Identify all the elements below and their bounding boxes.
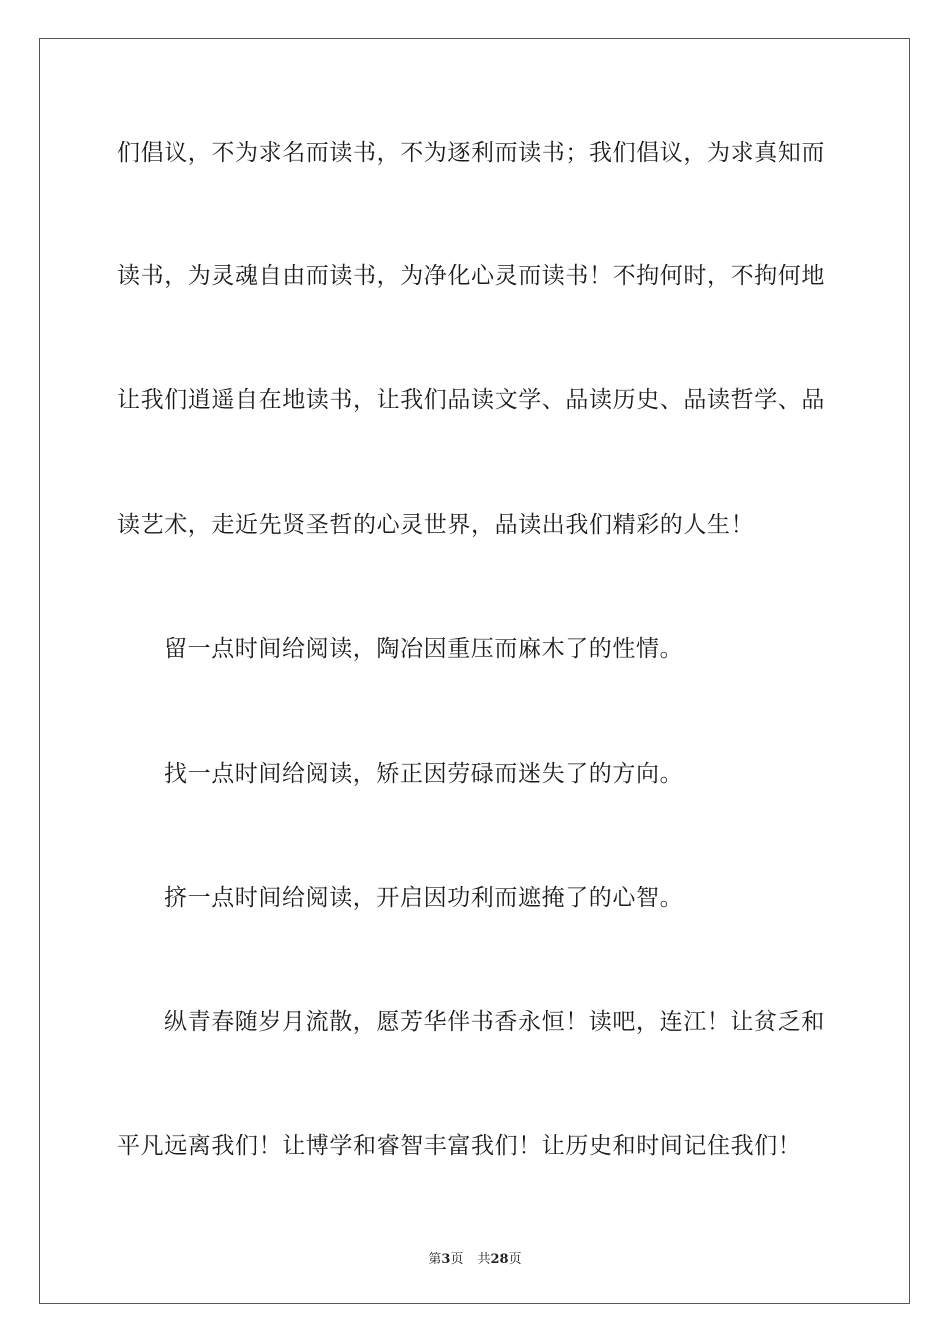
total-prefix: 共 — [477, 1252, 491, 1267]
page-prefix: 第 — [428, 1252, 442, 1267]
text-line: 读书，为灵魂自由而读书，为净化心灵而读书！不拘何时，不拘何地 — [117, 263, 825, 289]
page-number: 3 — [441, 1252, 451, 1267]
page-border — [39, 38, 910, 1304]
text-line-indented: 留一点时间给阅读，陶冶因重压而麻木了的性情。 — [164, 636, 684, 662]
page-footer — [0, 1248, 950, 1267]
total-suffix: 页 — [508, 1252, 522, 1267]
text-line: 平凡远离我们！让博学和睿智丰富我们！让历史和时间记住我们！ — [117, 1133, 802, 1159]
text-line-indented: 找一点时间给阅读，矫正因劳碌而迷失了的方向。 — [164, 761, 684, 787]
page-suffix: 页 — [450, 1252, 464, 1267]
text-line: 让我们逍遥自在地读书，让我们品读文学、品读历史、品读哲学、品 — [117, 387, 825, 413]
total-pages: 28 — [490, 1252, 509, 1267]
text-line-indented: 挤一点时间给阅读，开启因功利而遮掩了的心智。 — [164, 885, 684, 911]
text-line: 们倡议，不为求名而读书，不为逐利而读书；我们倡议，为求真知而 — [117, 140, 825, 166]
text-line: 读艺术，走近先贤圣哲的心灵世界，品读出我们精彩的人生！ — [117, 512, 755, 538]
text-line-indented: 纵青春随岁月流散，愿芳华伴书香永恒！读吧，连江！让贫乏和 — [164, 1009, 825, 1035]
